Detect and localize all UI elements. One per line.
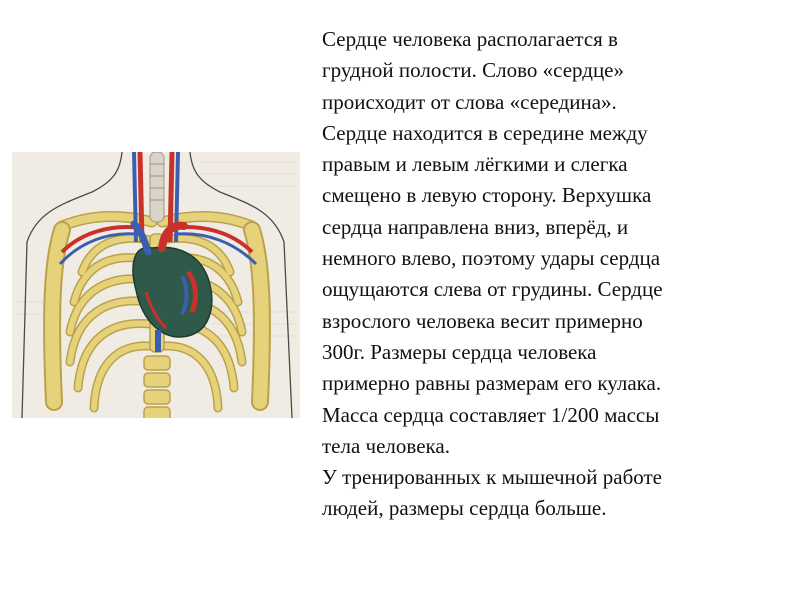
paragraph-line: смещено в левую сторону. Верхушка — [322, 183, 652, 208]
paragraph-line: происходит от слова «середина». — [322, 89, 617, 114]
paragraph-line: ощущаются слева от грудины. Сердце — [322, 277, 663, 302]
ribcage-heart-svg — [12, 152, 300, 418]
paragraph-line: Сердце человека располагается в — [322, 27, 618, 51]
paragraph-line: 300г. Размеры сердца человека — [322, 339, 597, 364]
paragraph-line: взрослого человека весит примерно — [322, 308, 643, 333]
paragraph-line: тела человека. — [322, 433, 450, 458]
paragraph-line: Сердце находится в середине между — [322, 120, 648, 145]
chest-heart-illustration — [12, 152, 300, 418]
paragraph-line: У тренированных к мышечной работе — [322, 465, 662, 490]
paragraph-line: Масса сердца составляет 1/200 массы — [322, 402, 660, 427]
paragraph-line: грудной полости. Слово «сердце» — [322, 58, 624, 83]
paragraph-line: правым и левым лёгкими и слегка — [322, 152, 628, 177]
paragraph-line: примерно равны размерам его кулака. — [322, 371, 662, 396]
paragraph-line: сердца направлена вниз, вперёд, и — [322, 214, 629, 239]
slide-paragraph — [322, 24, 782, 525]
paragraph-line: людей, размеры сердца больше. — [322, 496, 607, 521]
paragraph-line: немного влево, поэтому удары сердца — [322, 246, 661, 271]
